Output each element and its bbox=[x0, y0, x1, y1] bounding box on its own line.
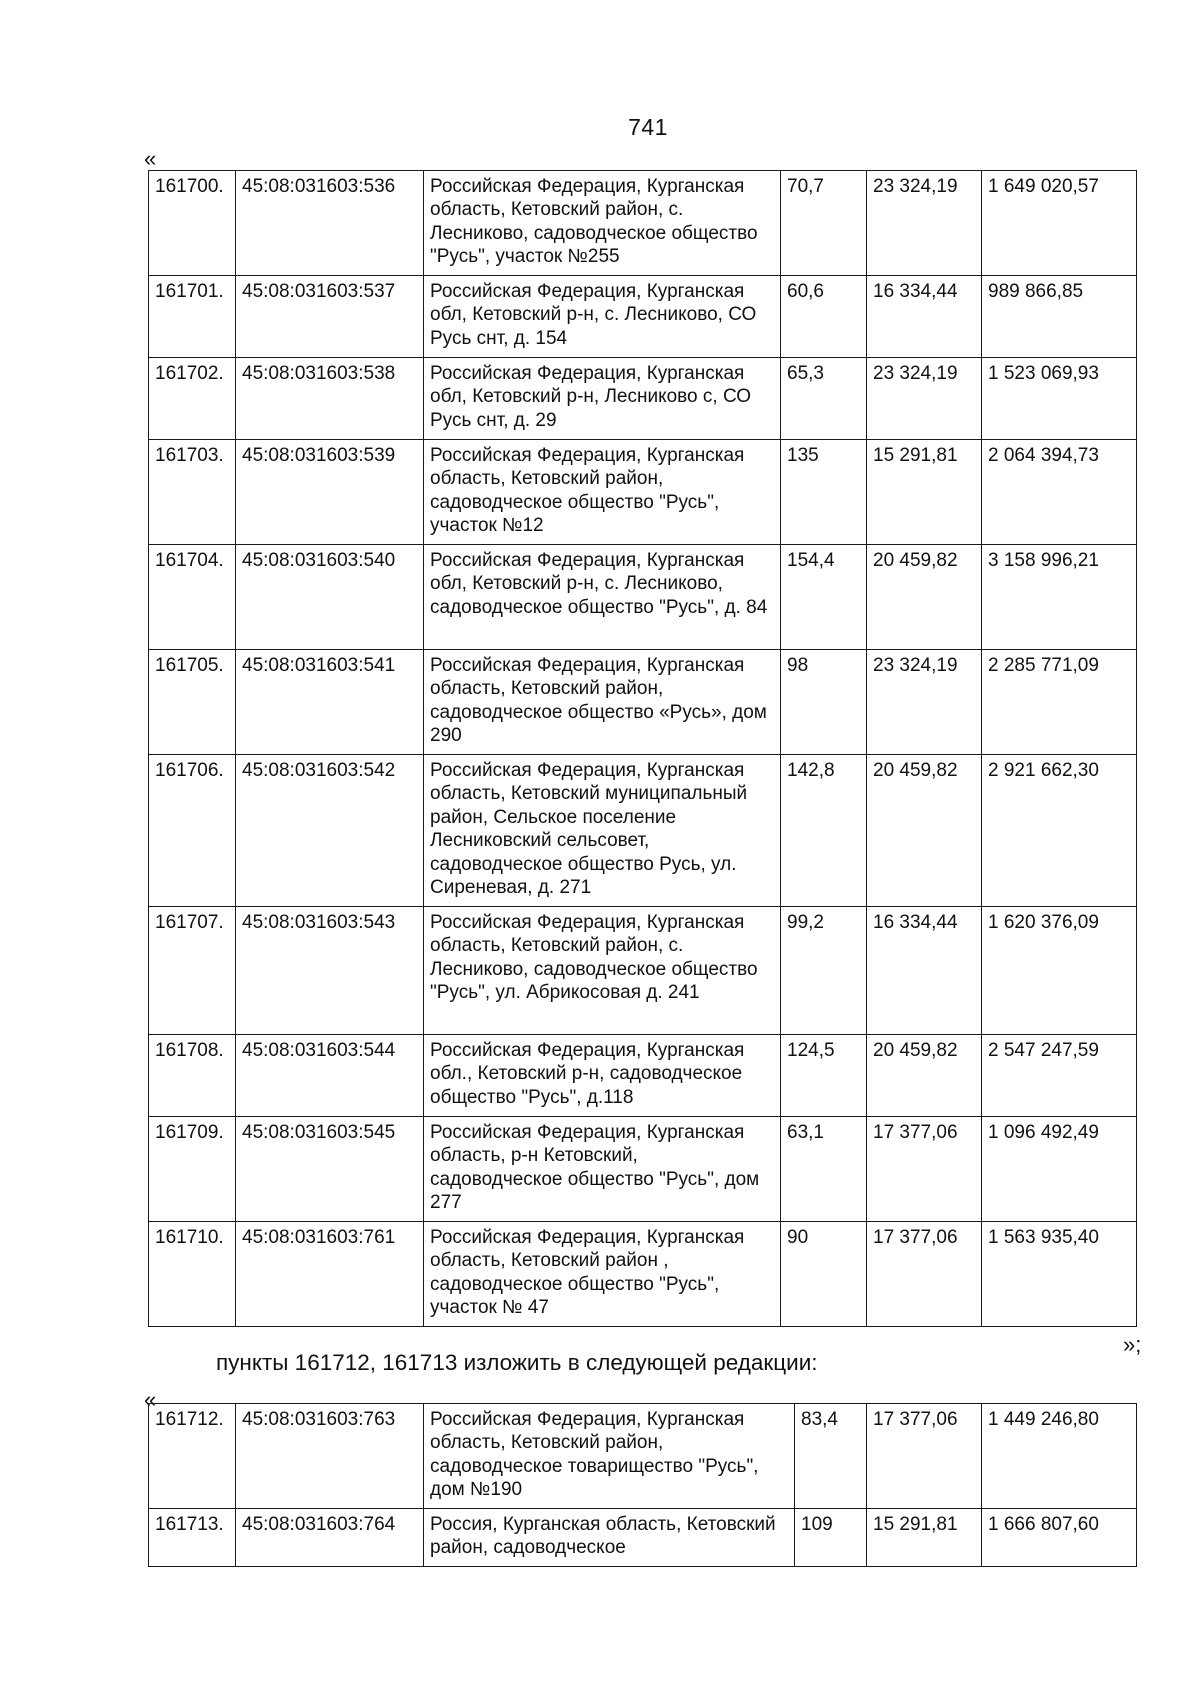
address: Российская Федерация, Курганская область, Кетовский район, садоводческое общество "Русь", участок №12 bbox=[430, 445, 745, 537]
address: Российская Федерация, Курганская область, Кетовский район, с. Лесниково, садоводческое общество "Русь", участок №255 bbox=[430, 176, 758, 268]
area-cell bbox=[781, 171, 867, 276]
row-number: 161706. bbox=[155, 760, 224, 781]
table-row bbox=[149, 907, 1137, 1035]
row-number-cell bbox=[149, 358, 236, 440]
address-cell bbox=[424, 1035, 781, 1117]
cadastral-value: 2 547 247,59 bbox=[988, 1040, 1099, 1061]
cadastral-rate: 17 377,06 bbox=[873, 1122, 958, 1143]
row-number-cell bbox=[149, 1035, 236, 1117]
cadastral-number-cell bbox=[236, 1509, 424, 1567]
cadastral-value-cell bbox=[982, 440, 1137, 545]
closing-quote: »; bbox=[1123, 1332, 1142, 1357]
cadastral-number: 45:08:031603:536 bbox=[242, 176, 396, 197]
address: Российская Федерация, Курганская обл, Кетовский р-н, с. Лесниково, СО Русь снт, д. 154 bbox=[430, 281, 757, 349]
address-cell bbox=[424, 440, 781, 545]
cadastral-number-cell bbox=[236, 1222, 424, 1327]
address-cell bbox=[424, 1222, 781, 1327]
cadastral-rate-cell bbox=[867, 650, 982, 755]
cadastral-rate: 15 291,81 bbox=[873, 445, 958, 466]
address-cell bbox=[424, 171, 781, 276]
area: 142,8 bbox=[787, 760, 835, 781]
area-cell bbox=[795, 1509, 867, 1567]
cadastral-value-cell bbox=[982, 358, 1137, 440]
cadastral-number: 45:08:031603:764 bbox=[242, 1514, 396, 1535]
table-row bbox=[149, 1035, 1137, 1117]
row-number-cell bbox=[149, 276, 236, 358]
cadastral-table-2 bbox=[148, 1403, 1137, 1567]
cadastral-rate: 23 324,19 bbox=[873, 655, 958, 676]
table-row bbox=[149, 440, 1137, 545]
area-cell bbox=[781, 276, 867, 358]
cadastral-value-cell bbox=[982, 1117, 1137, 1222]
cadastral-value: 1 563 935,40 bbox=[988, 1227, 1099, 1248]
opening-quote-2: « bbox=[144, 1387, 157, 1412]
row-number: 161701. bbox=[155, 281, 224, 302]
row-number-cell bbox=[149, 1509, 236, 1567]
row-number: 161709. bbox=[155, 1122, 224, 1143]
opening-quote: « bbox=[144, 146, 157, 171]
area-cell bbox=[781, 1035, 867, 1117]
cadastral-number: 45:08:031603:545 bbox=[242, 1122, 396, 1143]
area: 90 bbox=[787, 1227, 809, 1248]
area: 60,6 bbox=[787, 281, 824, 302]
address-cell bbox=[424, 1509, 795, 1567]
cadastral-number: 45:08:031603:763 bbox=[242, 1409, 396, 1430]
row-number: 161705. bbox=[155, 655, 224, 676]
address: Российская Федерация, Курганская обл., Кетовский р-н, садоводческое общество "Русь", д.118 bbox=[430, 1040, 745, 1108]
cadastral-number: 45:08:031603:541 bbox=[242, 655, 396, 676]
cadastral-rate-cell bbox=[867, 358, 982, 440]
area: 154,4 bbox=[787, 550, 835, 571]
row-number-cell bbox=[149, 1404, 236, 1509]
cadastral-rate: 23 324,19 bbox=[873, 363, 958, 384]
table-row bbox=[149, 650, 1137, 755]
cadastral-rate: 20 459,82 bbox=[873, 760, 958, 781]
row-number-cell bbox=[149, 907, 236, 1035]
address: Россия, Курганская область, Кетовский район, садоводческое bbox=[430, 1514, 776, 1559]
cadastral-rate-cell bbox=[867, 276, 982, 358]
area: 135 bbox=[787, 445, 819, 466]
address: Российская Федерация, Курганская область, Кетовский район, садоводческое общество «Русь», дом 290 bbox=[430, 655, 767, 747]
table-row bbox=[149, 276, 1137, 358]
cadastral-number-cell bbox=[236, 440, 424, 545]
area-cell bbox=[781, 358, 867, 440]
address-cell bbox=[424, 358, 781, 440]
cadastral-rate-cell bbox=[867, 907, 982, 1035]
cadastral-rate-cell bbox=[867, 1117, 982, 1222]
cadastral-number-cell bbox=[236, 1035, 424, 1117]
address-cell bbox=[424, 650, 781, 755]
cadastral-rate: 23 324,19 bbox=[873, 176, 958, 197]
table-row bbox=[149, 1509, 1137, 1567]
cadastral-value-cell bbox=[982, 1222, 1137, 1327]
address-cell bbox=[424, 276, 781, 358]
row-number-cell bbox=[149, 171, 236, 276]
area: 63,1 bbox=[787, 1122, 824, 1143]
row-number: 161702. bbox=[155, 363, 224, 384]
row-number: 161710. bbox=[155, 1227, 224, 1248]
cadastral-rate: 17 377,06 bbox=[873, 1409, 958, 1430]
row-number-cell bbox=[149, 545, 236, 650]
table-row bbox=[149, 1117, 1137, 1222]
cadastral-rate: 17 377,06 bbox=[873, 1227, 958, 1248]
row-number: 161700. bbox=[155, 176, 224, 197]
cadastral-value: 989 866,85 bbox=[988, 281, 1084, 302]
cadastral-number-cell bbox=[236, 1117, 424, 1222]
cadastral-value-cell bbox=[982, 755, 1137, 907]
address: Российская Федерация, Курганская область, Кетовский район, с. Лесниково, садоводческое общество "Русь", ул. Абрикосовая д. 241 bbox=[430, 912, 758, 1004]
cadastral-rate: 20 459,82 bbox=[873, 1040, 958, 1061]
cadastral-value-cell bbox=[982, 171, 1137, 276]
address: Российская Федерация, Курганская область, Кетовский район , садоводческое общество "Русь", участок № 47 bbox=[430, 1227, 745, 1319]
cadastral-value-cell bbox=[982, 650, 1137, 755]
cadastral-value: 2 285 771,09 bbox=[988, 655, 1099, 676]
area: 109 bbox=[801, 1514, 833, 1535]
table-row bbox=[149, 1222, 1137, 1327]
area-cell bbox=[781, 755, 867, 907]
cadastral-rate: 15 291,81 bbox=[873, 1514, 958, 1535]
cadastral-rate-cell bbox=[867, 440, 982, 545]
address: Российская Федерация, Курганская обл, Кетовский р-н, с. Лесниково, садоводческое общество "Русь", д. 84 bbox=[430, 550, 768, 618]
address-cell bbox=[424, 545, 781, 650]
cadastral-number: 45:08:031603:537 bbox=[242, 281, 396, 302]
cadastral-rate-cell bbox=[867, 1404, 982, 1509]
cadastral-number-cell bbox=[236, 358, 424, 440]
cadastral-rate-cell bbox=[867, 1222, 982, 1327]
row-number: 161707. bbox=[155, 912, 224, 933]
cadastral-value: 2 064 394,73 bbox=[988, 445, 1099, 466]
area-cell bbox=[781, 1117, 867, 1222]
area-cell bbox=[781, 907, 867, 1035]
cadastral-number-cell bbox=[236, 907, 424, 1035]
cadastral-rate-cell bbox=[867, 1035, 982, 1117]
cadastral-number: 45:08:031603:540 bbox=[242, 550, 396, 571]
address: Российская Федерация, Курганская область, р-н Кетовский, садоводческое общество "Русь", дом 277 bbox=[430, 1122, 760, 1214]
address: Российская Федерация, Курганская обл, Кетовский р-н, Лесниково с, СО Русь снт, д. 29 bbox=[430, 363, 752, 431]
cadastral-value: 1 096 492,49 bbox=[988, 1122, 1099, 1143]
area: 98 bbox=[787, 655, 809, 676]
area: 124,5 bbox=[787, 1040, 835, 1061]
address-cell bbox=[424, 1404, 795, 1509]
cadastral-value-cell bbox=[982, 1509, 1137, 1567]
area: 83,4 bbox=[801, 1409, 838, 1430]
row-number: 161712. bbox=[155, 1409, 224, 1430]
area-cell bbox=[795, 1404, 867, 1509]
row-number-cell bbox=[149, 1222, 236, 1327]
cadastral-value-cell bbox=[982, 1035, 1137, 1117]
cadastral-number-cell bbox=[236, 545, 424, 650]
address-cell bbox=[424, 755, 781, 907]
amendment-instruction: пункты 161712, 161713 изложить в следующей редакции: bbox=[216, 1350, 818, 1375]
cadastral-value: 2 921 662,30 bbox=[988, 760, 1099, 781]
cadastral-rate-cell bbox=[867, 171, 982, 276]
row-number-cell bbox=[149, 755, 236, 907]
cadastral-number: 45:08:031603:543 bbox=[242, 912, 396, 933]
address: Российская Федерация, Курганская область, Кетовский район, садоводческое товарищество "Русь", дом №190 bbox=[430, 1409, 759, 1501]
cadastral-rate-cell bbox=[867, 545, 982, 650]
table-row bbox=[149, 358, 1137, 440]
cadastral-value: 1 523 069,93 bbox=[988, 363, 1099, 384]
cadastral-value: 1 666 807,60 bbox=[988, 1514, 1099, 1535]
cadastral-value: 1 649 020,57 bbox=[988, 176, 1099, 197]
cadastral-value-cell bbox=[982, 907, 1137, 1035]
row-number: 161703. bbox=[155, 445, 224, 466]
cadastral-number-cell bbox=[236, 171, 424, 276]
area-cell bbox=[781, 545, 867, 650]
row-number: 161704. bbox=[155, 550, 224, 571]
cadastral-number: 45:08:031603:538 bbox=[242, 363, 396, 384]
cadastral-value: 1 449 246,80 bbox=[988, 1409, 1099, 1430]
cadastral-value: 1 620 376,09 bbox=[988, 912, 1099, 933]
cadastral-number-cell bbox=[236, 276, 424, 358]
row-number: 161713. bbox=[155, 1514, 224, 1535]
area-cell bbox=[781, 1222, 867, 1327]
cadastral-rate: 20 459,82 bbox=[873, 550, 958, 571]
address-cell bbox=[424, 1117, 781, 1222]
area: 65,3 bbox=[787, 363, 824, 384]
cadastral-number-cell bbox=[236, 1404, 424, 1509]
cadastral-value-cell bbox=[982, 1404, 1137, 1509]
cadastral-rate-cell bbox=[867, 1509, 982, 1567]
cadastral-value: 3 158 996,21 bbox=[988, 550, 1099, 571]
cadastral-rate-cell bbox=[867, 755, 982, 907]
table-row bbox=[149, 545, 1137, 650]
table-row bbox=[149, 171, 1137, 276]
table-row bbox=[149, 755, 1137, 907]
row-number-cell bbox=[149, 650, 236, 755]
page-number: 741 bbox=[628, 114, 668, 140]
cadastral-number: 45:08:031603:542 bbox=[242, 760, 396, 781]
address-cell bbox=[424, 907, 781, 1035]
row-number-cell bbox=[149, 440, 236, 545]
cadastral-table-1 bbox=[148, 170, 1137, 1327]
cadastral-number-cell bbox=[236, 650, 424, 755]
cadastral-number-cell bbox=[236, 755, 424, 907]
area-cell bbox=[781, 650, 867, 755]
cadastral-number: 45:08:031603:544 bbox=[242, 1040, 396, 1061]
cadastral-rate: 16 334,44 bbox=[873, 912, 958, 933]
area: 99,2 bbox=[787, 912, 824, 933]
table-row bbox=[149, 1404, 1137, 1509]
row-number: 161708. bbox=[155, 1040, 224, 1061]
cadastral-number: 45:08:031603:761 bbox=[242, 1227, 396, 1248]
cadastral-number: 45:08:031603:539 bbox=[242, 445, 396, 466]
cadastral-value-cell bbox=[982, 276, 1137, 358]
area: 70,7 bbox=[787, 176, 824, 197]
row-number-cell bbox=[149, 1117, 236, 1222]
address: Российская Федерация, Курганская область, Кетовский муниципальный район, Сельское поселение Лесниковский сельсовет, садоводческое общество Русь, ул. Сиреневая, д. 271 bbox=[430, 760, 748, 899]
cadastral-value-cell bbox=[982, 545, 1137, 650]
cadastral-rate: 16 334,44 bbox=[873, 281, 958, 302]
area-cell bbox=[781, 440, 867, 545]
